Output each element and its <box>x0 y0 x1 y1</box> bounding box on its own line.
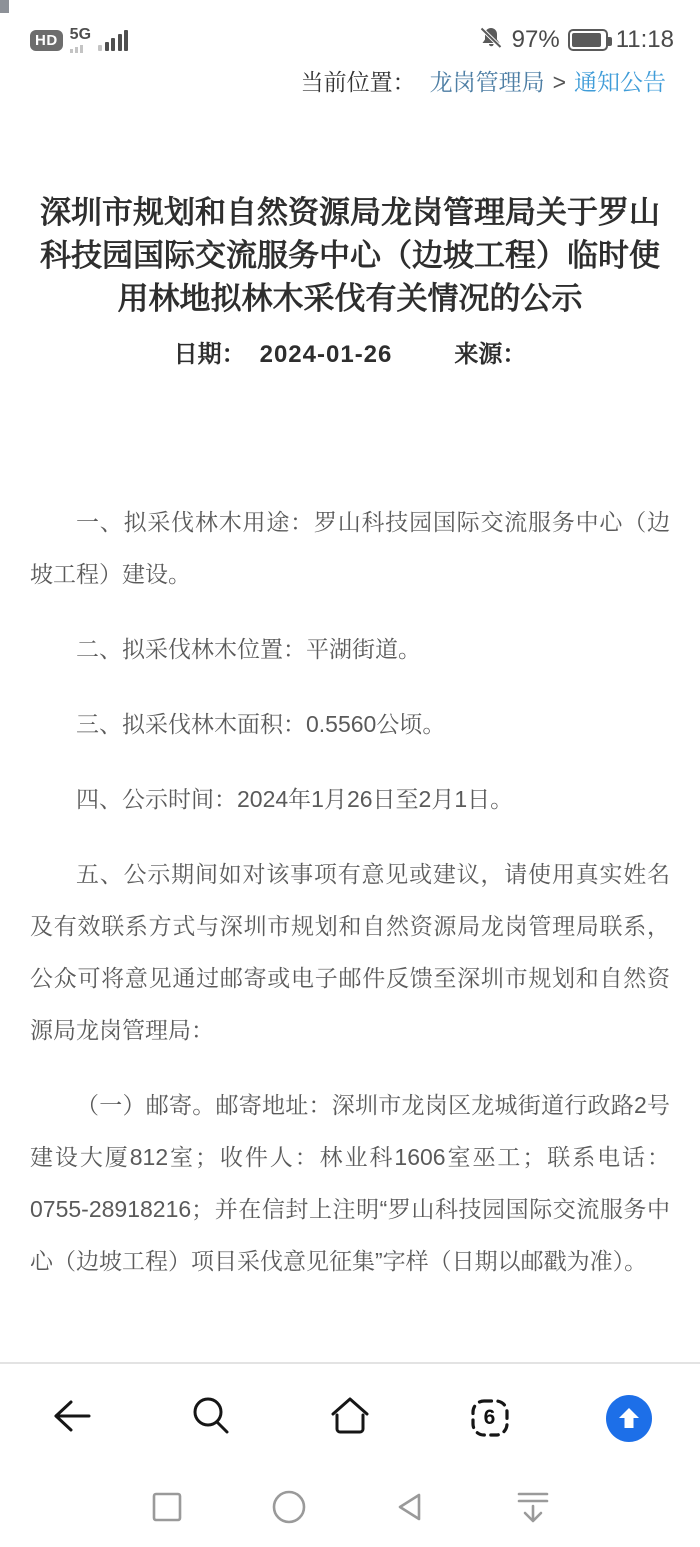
home-circle-icon <box>271 1489 307 1530</box>
back-button[interactable] <box>48 1395 94 1441</box>
paragraph-1: 一、拟采伐林木用途：罗山科技园国际交流服务中心（边坡工程）建设。 <box>30 509 670 587</box>
home-icon <box>327 1393 373 1444</box>
recents-square-icon <box>151 1491 183 1528</box>
paragraph-4: 四、公示时间：2024年1月26日至2月1日。 <box>76 786 514 812</box>
breadcrumb-label: 当前位置： <box>300 69 416 95</box>
breadcrumb-link-notices[interactable]: 通知公告 <box>574 69 666 95</box>
browser-toolbar <box>0 1362 700 1472</box>
breadcrumb-separator: > <box>552 69 566 95</box>
paragraph-5: 五、公示期间如对该事项有意见或建议，请使用真实姓名及有效联系方式与深圳市规划和自然资源局龙岗管理局联系，公众可将意见通过邮寄或电子邮件反馈至深圳市规划和自然资源局龙岗管理局： <box>30 861 670 1043</box>
tab-count: 6 <box>483 1406 496 1429</box>
search-button[interactable] <box>188 1395 234 1441</box>
back-nav-button[interactable] <box>394 1490 428 1530</box>
signal-bars-icon <box>98 30 128 51</box>
article-body <box>30 496 670 1310</box>
search-icon <box>188 1393 234 1444</box>
breadcrumb <box>301 64 666 97</box>
page-title: 深圳市规划和自然资源局龙岗管理局关于罗山科技园国际交流服务中心（边坡工程）临时使用林地拟林木采伐有关情况的公示 <box>40 195 660 316</box>
hide-navbar-button[interactable] <box>516 1490 550 1530</box>
status-bar <box>30 18 674 62</box>
back-arrow-icon <box>48 1393 94 1444</box>
source-label: 来源： <box>454 341 527 368</box>
up-arrow-icon <box>606 1395 652 1442</box>
paragraph-3: 三、拟采伐林木面积：0.5560公顷。 <box>76 711 446 737</box>
screen-corner <box>0 0 9 13</box>
scroll-top-button[interactable] <box>606 1395 652 1441</box>
battery-icon <box>568 29 608 51</box>
hide-navbar-icon <box>513 1487 553 1532</box>
back-triangle-icon <box>394 1490 428 1529</box>
clock: 11:18 <box>615 26 674 53</box>
battery-percent: 97% <box>511 26 560 53</box>
paragraph-2: 二、拟采伐林木位置：平湖街道。 <box>76 636 421 662</box>
home-nav-button[interactable] <box>272 1490 306 1530</box>
hd-badge: HD <box>30 30 63 51</box>
breadcrumb-link-bureau[interactable]: 龙岗管理局 <box>429 69 545 95</box>
date-label: 日期： <box>173 341 246 368</box>
notifications-muted-icon <box>478 25 504 56</box>
home-button[interactable] <box>327 1395 373 1441</box>
paragraph-6: （一）邮寄。邮寄地址：深圳市龙岗区龙城街道行政路2号建设大厦812室；收件人：林业科1606室巫工；联系电话：0755-28918216；并在信封上注明“罗山科技园国际交流服务中心（边坡工程）项目采伐意见征集”字样（日期以邮戳为准）。 <box>30 1092 670 1274</box>
system-navbar <box>0 1472 700 1547</box>
tabs-button[interactable] <box>467 1395 513 1441</box>
date-value: 2024-01-26 <box>259 341 393 368</box>
network-indicator: 5G <box>70 27 91 53</box>
sim2-signal-icon <box>70 45 83 53</box>
tabs-icon <box>469 1397 511 1439</box>
article-meta <box>0 334 700 369</box>
recents-button[interactable] <box>150 1490 184 1530</box>
